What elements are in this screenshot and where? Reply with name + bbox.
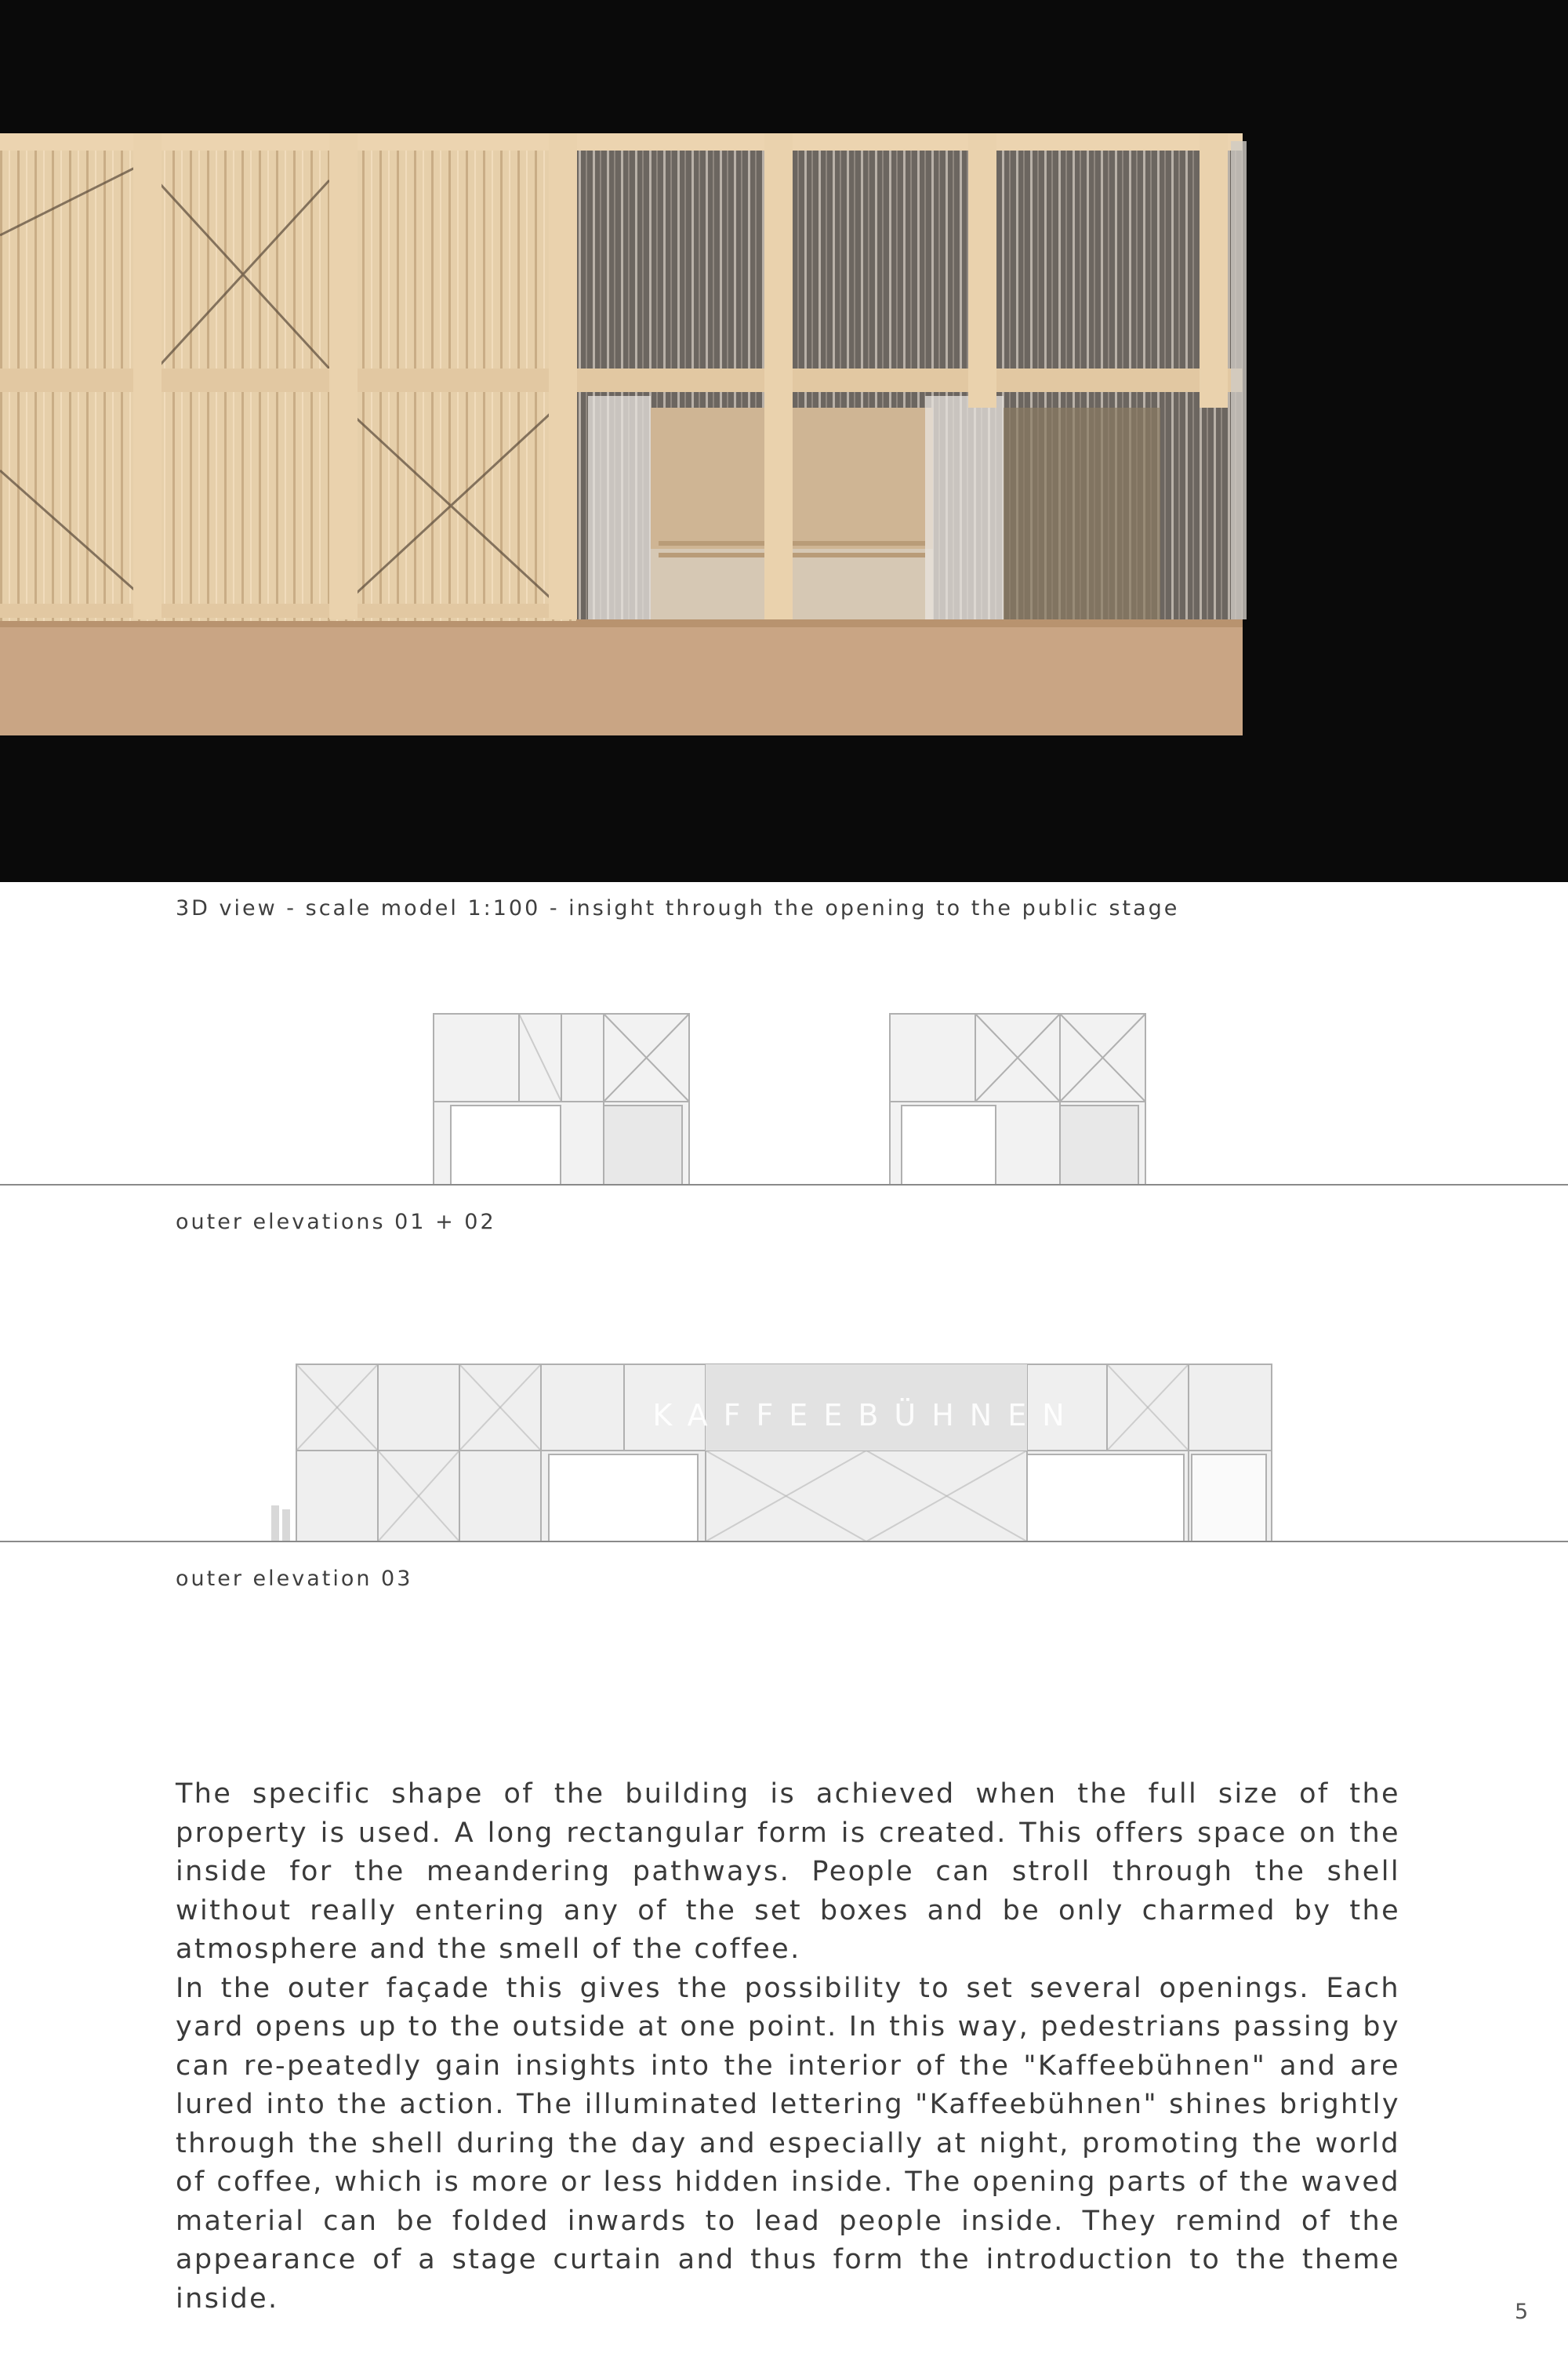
elevation-03-drawing xyxy=(0,1356,1568,1545)
elevations-01-02-drawing xyxy=(0,1008,1568,1188)
body-paragraph-2: In the outer façade this gives the possibility to set several openings. Each yard opens up to the outside at one point. In this way, pedestrians passing by can re-peatedly gain insights into the interior of the "Kaffeebühnen" and are lured into the action. The illuminated lettering "Kaffeebühnen" shines brightly through the shell during the day and especially at night, promoting the world of coffee, which is more or less hidden inside. The opening parts of the waved material can be folded inwards to lead people inside. They remind of the appearance of a stage curtain and thus form the introduction to the theme inside. xyxy=(176,1972,1400,2315)
human-figures xyxy=(271,1505,290,1541)
page-number: 5 xyxy=(1515,2300,1529,2324)
scale-model-illustration xyxy=(0,0,1568,882)
model-base xyxy=(0,619,1243,735)
model-caption: 3D view - scale model 1:100 - insight through the opening to the public stage xyxy=(176,896,1180,921)
elevation-02 xyxy=(890,1014,1145,1185)
scale-model-photo xyxy=(0,0,1568,882)
body-text xyxy=(176,1775,1400,2319)
elevation-03-caption: outer elevation 03 xyxy=(176,1567,413,1591)
body-paragraph-1: The specific shape of the building is achieved when the full size of the property is used. A long rectangular form is created. This offers space on the inside for the meandering pathways. People can stroll through the shell without really entering any of the set boxes and be only charmed by the atmosphere and the smell of the coffee. xyxy=(176,1778,1400,1965)
elevations-caption: outer elevations 01 + 02 xyxy=(176,1210,496,1234)
elevation-01 xyxy=(434,1014,689,1185)
kaffeebuehnen-lettering: KAFFEEBÜHNEN xyxy=(652,1398,1080,1432)
